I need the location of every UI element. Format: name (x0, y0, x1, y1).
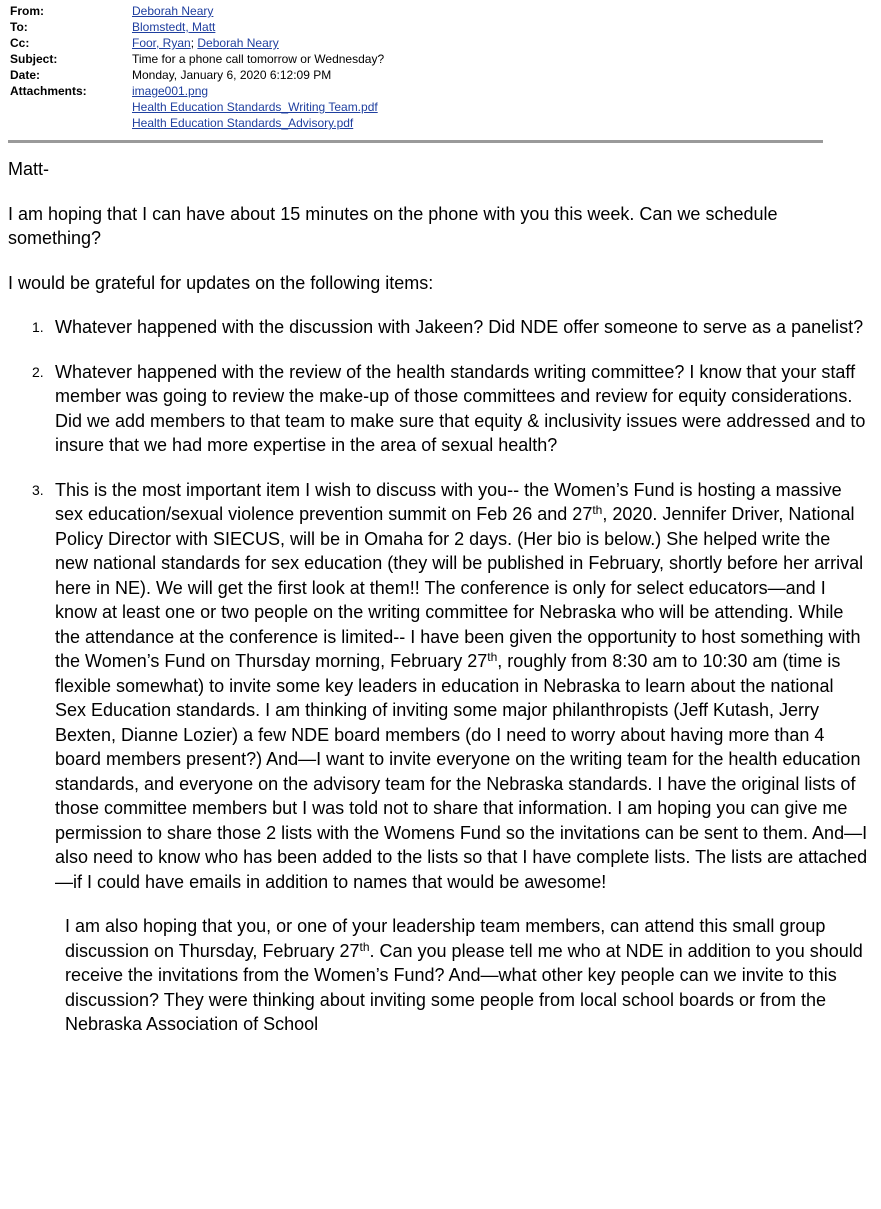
text-segment: I am also hoping that you, or one of your leadership team members, can attend this small group discussion on Thursday, February 27 (65, 916, 826, 961)
list-number: 3. (32, 481, 44, 498)
paragraph: I am hoping that I can have about 15 minutes on the phone with you this week. Can we schedule something? (8, 203, 778, 248)
attachment-link[interactable]: Health Education Standards_Advisory.pdf (132, 116, 354, 130)
text-segment: , 2020. Jennifer Driver, National Policy Director with SIECUS, will be in Omaha for 2 days. (Her bio is below.) She helped write the new national standards for sex education (they will be published in February, shortly before her arrival here in NE). We will get the first look at them!! The conference is only for select educators—and I know at least one or two people on the writing committee for Nebraska who will be attending. While the attendance at the conference is limited-- I have been given the opportunity to host something with the Women’s Fund on Thursday morning, February 27 (55, 504, 864, 671)
to-row (10, 19, 823, 35)
to-link[interactable]: Blomstedt, Matt (132, 20, 216, 34)
text-segment: This is the most important item I wish to discuss with you-- the Women’s Fund is hosting a massive sex education/sexual violence prevention summit on Feb 26 and 27 (55, 479, 842, 524)
greeting: Matt- (8, 159, 50, 179)
list-number: 1. (32, 319, 44, 335)
cc-link-1[interactable]: Foor, Ryan (132, 36, 191, 50)
ordinal-suffix: th (359, 939, 370, 954)
email-header (10, 3, 823, 131)
attachments-label: Attachments: (10, 84, 87, 98)
subject-row (10, 51, 823, 67)
subject-label: Subject: (10, 52, 58, 66)
from-link[interactable]: Deborah Neary (132, 4, 214, 18)
request-list (8, 315, 868, 894)
from-row (10, 3, 823, 19)
cc-row (10, 35, 823, 51)
list-item (8, 315, 868, 340)
date-value: Monday, January 6, 2020 6:12:09 PM (132, 68, 332, 82)
list-number: 2. (32, 363, 44, 380)
text-segment: . Can you please tell me who at NDE in addition to you should receive the invitations from the Women’s Fund? And—what other key people can we invite to this discussion? They were thinking about inviting some people from local school boards or from the Nebraska Association of School (65, 940, 863, 1034)
attachments-row (10, 83, 823, 131)
email-body (8, 157, 868, 1037)
attachment-link[interactable]: image001.png (132, 84, 209, 98)
header-divider (8, 140, 823, 143)
attachments-list (132, 83, 823, 131)
closing-paragraph (8, 914, 868, 1037)
list-item (8, 360, 868, 458)
text-segment: , roughly from 8:30 am to 10:30 am (time is flexible somewhat) to invite some key leaders in education in Nebraska to learn about the national Sex Education standards. I am thinking of inviting some major philanthropists (Jeff Kutash, Jerry Bexten, Dianne Lozier) a few NDE board members (do I need to worry about having more than 4 board members present?) And—I want to invite everyone on the writing team for the health education standards, and everyone on the advisory team for the Nebraska standards. I have the original lists of those committee members but I was told not to share that information. I am hoping you can give me permission to share those 2 lists with the Womens Fund so the invitations can be sent to them. And—I also need to know who has been added to the lists so that I have complete lists. The lists are attached—if I could have emails in addition to names that would be awesome! (55, 651, 868, 892)
paragraph: I would be grateful for updates on the following items: (8, 272, 434, 293)
to-label: To: (10, 20, 28, 34)
attachment-link[interactable]: Health Education Standards_Writing Team.pdf (132, 100, 378, 114)
list-item-text: Whatever happened with the review of the health standards writing committee? I know that your staff member was going to review the make-up of those committees and review for equity considerations. Did we add members to that team to make sure that equity & inclusivity issues were addressed and to insure that we had more expertise in the area of sexual health? (55, 361, 866, 455)
ordinal-suffix: th (487, 650, 498, 664)
date-row (10, 67, 823, 83)
from-label: From: (10, 4, 44, 18)
cc-separator: ; (190, 36, 198, 50)
list-item-text: Whatever happened with the discussion with Jakeen? Did NDE offer someone to serve as a panelist? (55, 317, 864, 337)
list-item (8, 478, 868, 895)
cc-label: Cc: (10, 36, 30, 50)
cc-link-2[interactable]: Deborah Neary (197, 36, 279, 50)
ordinal-suffix: th (592, 503, 603, 517)
list-item-text (55, 478, 868, 895)
subject-value: Time for a phone call tomorrow or Wednesday? (132, 52, 385, 66)
date-label: Date: (10, 68, 41, 82)
